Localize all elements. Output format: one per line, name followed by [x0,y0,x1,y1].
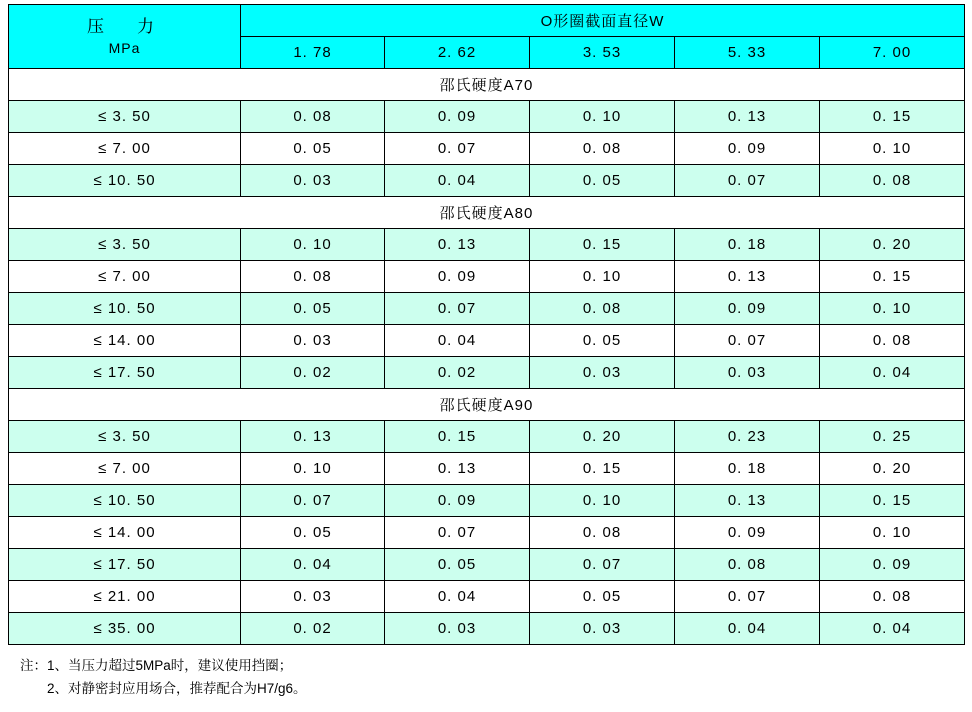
cell-value: 0. 04 [675,613,820,645]
cell-pressure: ≤ 21. 00 [9,581,241,613]
note-line-1: 注：1、当压力超过5MPa时，建议使用挡圈； [20,658,293,673]
cell-value: 0. 03 [385,613,530,645]
header-pressure-unit: MPa [108,39,141,56]
cell-value: 0. 09 [675,133,820,165]
cell-value: 0. 05 [241,517,385,549]
cell-value: 0. 09 [385,101,530,133]
cell-value: 0. 03 [241,165,385,197]
cell-value: 0. 10 [530,261,675,293]
table-row [9,165,965,197]
table-row [9,453,965,485]
notes-block [20,655,964,701]
cell-value: 0. 23 [675,421,820,453]
cell-value: 0. 25 [820,421,965,453]
header-row-top [9,5,965,37]
cell-value: 0. 09 [385,261,530,293]
group-header-row [9,197,965,229]
cell-value: 0. 03 [530,613,675,645]
cell-value: 0. 09 [675,293,820,325]
cell-value: 0. 08 [530,293,675,325]
group-label: 邵氏硬度A80 [9,197,965,229]
cell-value: 0. 15 [820,261,965,293]
cell-value: 0. 20 [530,421,675,453]
cell-value: 0. 08 [820,325,965,357]
group-header-row [9,389,965,421]
header-width-2: 2. 62 [385,37,530,69]
cell-pressure: ≤ 14. 00 [9,325,241,357]
cell-value: 0. 15 [820,101,965,133]
cell-value: 0. 07 [530,549,675,581]
header-pressure [9,5,241,69]
cell-value: 0. 09 [385,485,530,517]
group-label: 邵氏硬度A90 [9,389,965,421]
group-header-row [9,69,965,101]
cell-value: 0. 10 [241,229,385,261]
cell-value: 0. 02 [385,357,530,389]
cell-value: 0. 07 [675,165,820,197]
cell-pressure: ≤ 7. 00 [9,261,241,293]
cell-value: 0. 08 [241,101,385,133]
cell-value: 0. 07 [385,293,530,325]
oring-groove-table [8,4,965,645]
cell-pressure: ≤ 3. 50 [9,101,241,133]
table-row [9,421,965,453]
cell-value: 0. 10 [820,293,965,325]
cell-value: 0. 02 [241,613,385,645]
header-width-4: 5. 33 [675,37,820,69]
header-width-3: 3. 53 [530,37,675,69]
cell-value: 0. 10 [820,133,965,165]
cell-value: 0. 13 [675,485,820,517]
cell-value: 0. 05 [241,293,385,325]
cell-value: 0. 04 [385,325,530,357]
cell-value: 0. 05 [530,165,675,197]
cell-pressure: ≤ 17. 50 [9,357,241,389]
cell-value: 0. 07 [385,517,530,549]
cell-value: 0. 18 [675,453,820,485]
cell-value: 0. 07 [675,581,820,613]
cell-value: 0. 15 [385,421,530,453]
cell-pressure: ≤ 10. 50 [9,165,241,197]
cell-value: 0. 13 [241,421,385,453]
cell-pressure: ≤ 35. 00 [9,613,241,645]
cell-value: 0. 07 [385,133,530,165]
cell-pressure: ≤ 3. 50 [9,229,241,261]
table-row [9,357,965,389]
cell-value: 0. 03 [675,357,820,389]
table-body [9,5,965,645]
cell-value: 0. 07 [241,485,385,517]
cell-value: 0. 04 [820,613,965,645]
table-row [9,485,965,517]
cell-value: 0. 09 [675,517,820,549]
cell-value: 0. 05 [530,581,675,613]
cell-value: 0. 10 [820,517,965,549]
cell-value: 0. 04 [820,357,965,389]
cell-value: 0. 15 [820,485,965,517]
cell-pressure: ≤ 3. 50 [9,421,241,453]
table-row [9,229,965,261]
cell-pressure: ≤ 17. 50 [9,549,241,581]
cell-value: 0. 13 [385,229,530,261]
cell-value: 0. 04 [241,549,385,581]
table-row [9,325,965,357]
cell-value: 0. 08 [530,133,675,165]
cell-value: 0. 13 [675,261,820,293]
table-row [9,613,965,645]
cell-value: 0. 05 [385,549,530,581]
cell-value: 0. 13 [385,453,530,485]
cell-value: 0. 05 [241,133,385,165]
table-row [9,133,965,165]
table-row [9,549,965,581]
cell-value: 0. 08 [241,261,385,293]
table-row [9,293,965,325]
cell-value: 0. 10 [241,453,385,485]
table-row [9,517,965,549]
cell-pressure: ≤ 7. 00 [9,453,241,485]
cell-value: 0. 08 [530,517,675,549]
cell-value: 0. 10 [530,485,675,517]
header-width-1: 1. 78 [241,37,385,69]
cell-value: 0. 10 [530,101,675,133]
header-width-5: 7. 00 [820,37,965,69]
cell-pressure: ≤ 10. 50 [9,485,241,517]
table-row [9,101,965,133]
group-label: 邵氏硬度A70 [9,69,965,101]
cell-value: 0. 04 [385,581,530,613]
cell-value: 0. 04 [385,165,530,197]
cell-value: 0. 05 [530,325,675,357]
cell-pressure: ≤ 7. 00 [9,133,241,165]
cell-value: 0. 09 [820,549,965,581]
cell-value: 0. 15 [530,453,675,485]
table-row [9,261,965,293]
cell-value: 0. 08 [675,549,820,581]
table-row [9,581,965,613]
cell-value: 0. 03 [241,325,385,357]
cell-value: 0. 08 [820,581,965,613]
cell-value: 0. 15 [530,229,675,261]
cell-value: 0. 02 [241,357,385,389]
header-section-diameter: O形圈截面直径W [241,5,965,37]
cell-value: 0. 20 [820,453,965,485]
note-line-2: 2、对静密封应用场合，推荐配合为H7/g6。 [20,680,307,696]
cell-value: 0. 03 [530,357,675,389]
cell-value: 0. 07 [675,325,820,357]
cell-value: 0. 08 [820,165,965,197]
cell-value: 0. 13 [675,101,820,133]
cell-pressure: ≤ 14. 00 [9,517,241,549]
cell-value: 0. 03 [241,581,385,613]
cell-value: 0. 18 [675,229,820,261]
cell-value: 0. 20 [820,229,965,261]
header-pressure-title: 压 力 [87,16,162,36]
cell-pressure: ≤ 10. 50 [9,293,241,325]
